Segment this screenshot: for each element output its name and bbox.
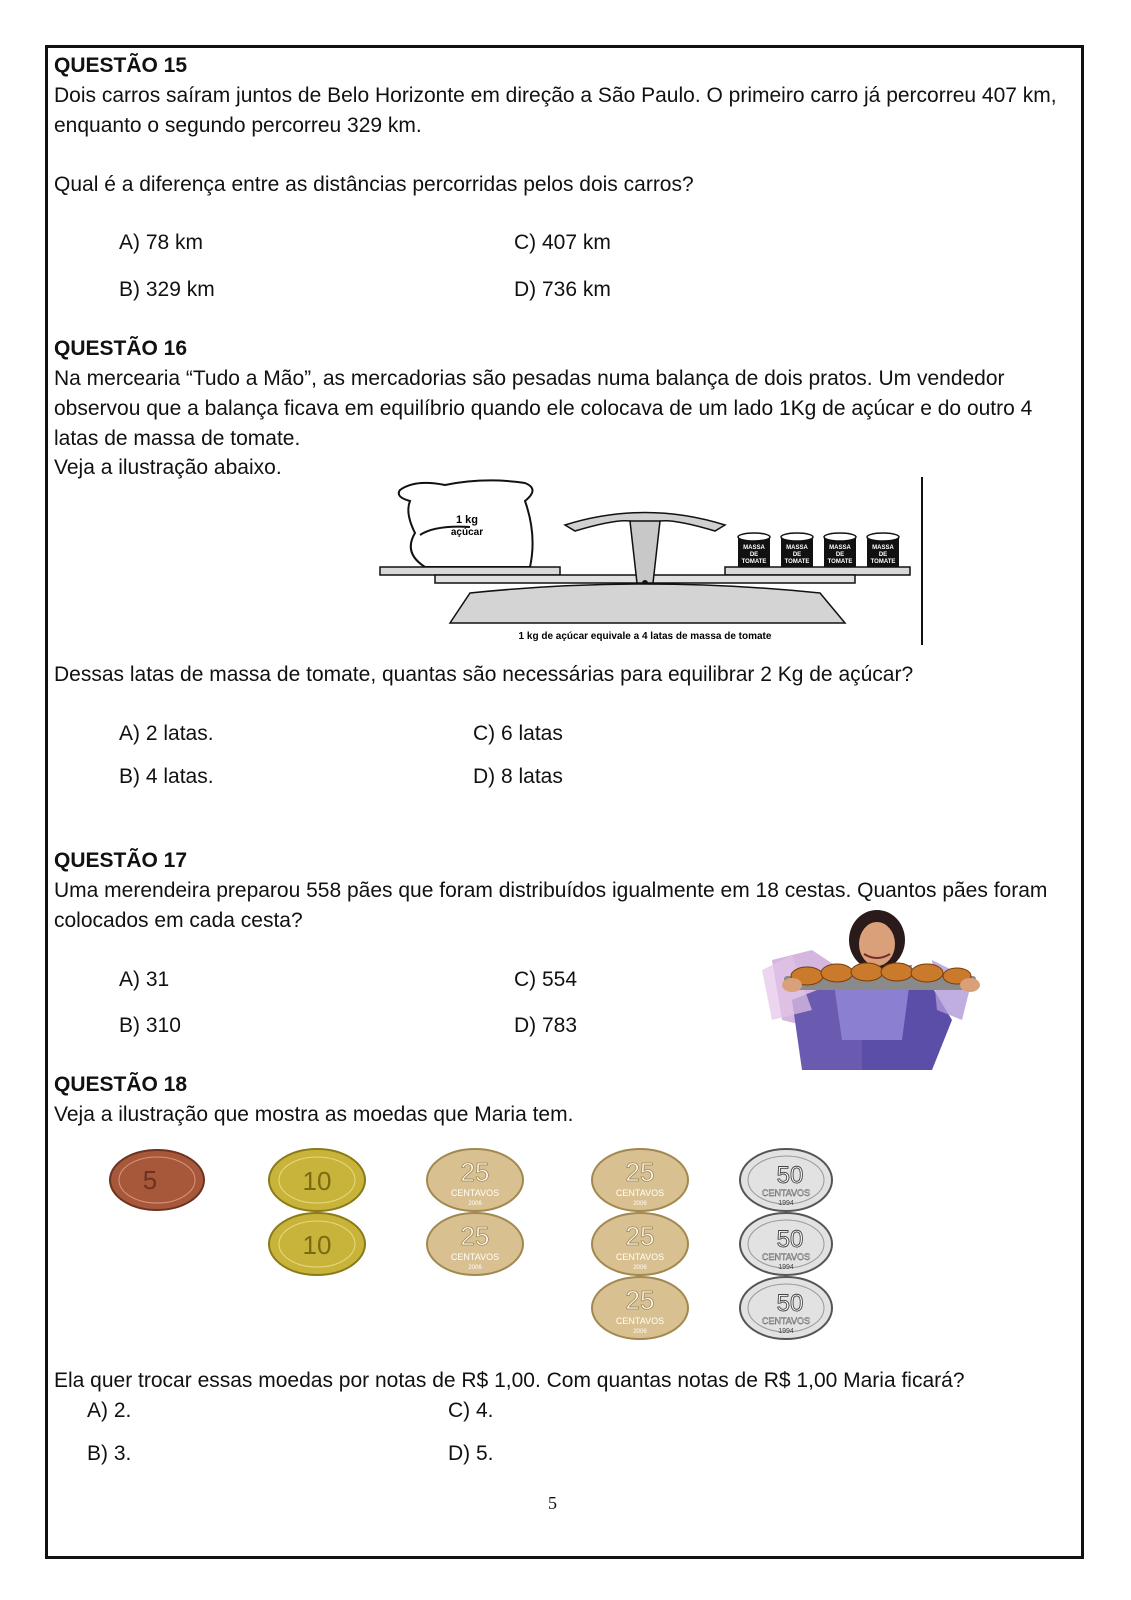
can-label-tomate: TOMATE [870, 559, 896, 565]
q16-title: QUESTÃO 16 [54, 337, 188, 360]
coin-value: 25 [460, 1157, 490, 1187]
coin-25-centavos-icon [427, 1213, 523, 1275]
can-label-tomate: TOMATE [827, 559, 853, 565]
can-label-massa: MASSA [743, 545, 765, 551]
can-label-tomate: TOMATE [741, 559, 767, 565]
can-label-de: DE [878, 552, 888, 558]
coin-year: 2006 [468, 1201, 482, 1207]
can-label-de: DE [835, 552, 845, 558]
q15-option-a: A) 78 km [119, 231, 204, 254]
q16-option-c: C) 6 latas [473, 722, 563, 745]
coin-value: 50 [776, 1162, 804, 1189]
q17-title: QUESTÃO 17 [54, 849, 188, 872]
page-number: 5 [548, 1493, 557, 1513]
q17-option-a: A) 31 [119, 968, 170, 991]
can-label-de: DE [749, 552, 759, 558]
coin-value: 25 [460, 1221, 490, 1251]
coin-year: 1994 [778, 1328, 794, 1335]
q16-option-b: B) 4 latas. [119, 765, 214, 788]
q18-option-c: C) 4. [448, 1399, 494, 1422]
coin-year: 2006 [633, 1201, 647, 1207]
coin-centavos: CENTAVOS [761, 1188, 811, 1198]
coin-value: 5 [142, 1165, 158, 1195]
coins-figure [100, 1145, 850, 1345]
q17-option-c: C) 554 [514, 968, 578, 991]
q15-option-b: B) 329 km [119, 278, 215, 301]
sugar-bag-icon [399, 480, 533, 567]
figure-caption: 1 kg de açúcar equivale a 4 latas de massa de tomate [518, 631, 772, 642]
q17-option-b: B) 310 [119, 1014, 181, 1037]
coin-10-centavos-icon [269, 1149, 365, 1211]
can-label-de: DE [792, 552, 802, 558]
can-label-tomate: TOMATE [784, 559, 810, 565]
coin-centavos: CENTAVOS [450, 1188, 500, 1198]
coin-centavos: CENTAVOS [761, 1316, 811, 1326]
coin-50-centavos-icon [740, 1277, 832, 1339]
q17-option-d: D) 783 [514, 1014, 578, 1037]
coin-50-centavos-icon [740, 1149, 832, 1211]
tomate-cans-icon [738, 533, 899, 567]
q16-option-a: A) 2 latas. [119, 722, 214, 745]
can-label-massa: MASSA [872, 545, 894, 551]
coin-centavos: CENTAVOS [615, 1188, 665, 1198]
coin-5-centavos-icon [110, 1150, 204, 1210]
coin-value: 25 [625, 1221, 655, 1251]
coin-50-centavos-icon [740, 1213, 832, 1275]
bag-label-sugar: açúcar [450, 527, 484, 538]
q15-option-d: D) 736 km [514, 278, 611, 301]
coin-centavos: CENTAVOS [615, 1316, 665, 1326]
coin-25-centavos-icon [427, 1149, 523, 1211]
q18-option-a: A) 2. [87, 1399, 132, 1422]
coin-value: 25 [625, 1157, 655, 1187]
coin-value: 10 [302, 1166, 332, 1196]
coin-25-centavos-icon [592, 1213, 688, 1275]
coin-centavos: CENTAVOS [615, 1252, 665, 1262]
q18-title: QUESTÃO 18 [54, 1073, 188, 1096]
coin-value: 10 [302, 1230, 332, 1260]
q18-option-d: D) 5. [448, 1442, 494, 1465]
q16-question: Dessas latas de massa de tomate, quantas são necessárias para equilibrar 2 Kg de açúcar? [54, 663, 914, 686]
coin-25-centavos-icon [592, 1277, 688, 1339]
bag-label-kg: 1 kg [455, 514, 479, 526]
coin-10-centavos-icon [269, 1213, 365, 1275]
coin-centavos: CENTAVOS [450, 1252, 500, 1262]
q16-option-d: D) 8 latas [473, 765, 563, 788]
q18-question: Ela quer trocar essas moedas por notas de R$ 1,00. Com quantas notas de R$ 1,00 Maria ficará? [54, 1369, 965, 1392]
coin-year: 2006 [633, 1265, 647, 1271]
q17-text: Uma merendeira preparou 558 pães que foram distribuídos igualmente em 18 cestas. Quantos pães foram colocados em cada cesta? [54, 879, 1048, 932]
coin-value: 50 [776, 1226, 804, 1253]
q18-option-b: B) 3. [87, 1442, 132, 1465]
q15-question: Qual é a diferença entre as distâncias percorridas pelos dois carros? [54, 173, 694, 196]
balance-scale-figure [375, 475, 935, 647]
can-label-massa: MASSA [786, 545, 808, 551]
coin-25-centavos-icon [592, 1149, 688, 1211]
coin-value: 50 [776, 1290, 804, 1317]
coin-year: 2006 [468, 1265, 482, 1271]
q15-text: Dois carros saíram juntos de Belo Horizonte em direção a São Paulo. O primeiro carro já percorreu 407 km, enquanto o segundo percorreu 329 km. [54, 84, 1057, 137]
coin-year: 1994 [778, 1200, 794, 1207]
q16-text: Na mercearia “Tudo a Mão”, as mercadorias são pesadas numa balança de dois pratos. Um vendedor observou que a balança ficava em equilíbrio quando ele colocava de um lado 1Kg de açúcar e do outro 4 latas de massa de tomate. [54, 367, 1033, 450]
can-label-massa: MASSA [829, 545, 851, 551]
coin-year: 2006 [633, 1329, 647, 1335]
q15-title: QUESTÃO 15 [54, 54, 188, 77]
coin-centavos: CENTAVOS [761, 1252, 811, 1262]
coin-year: 1994 [778, 1264, 794, 1271]
q15-option-c: C) 407 km [514, 231, 611, 254]
q16-see-figure: Veja a ilustração abaixo. [54, 456, 282, 479]
baker-woman-icon [752, 910, 984, 1072]
coin-value: 25 [625, 1285, 655, 1315]
q18-text: Veja a ilustração que mostra as moedas que Maria tem. [54, 1103, 574, 1126]
